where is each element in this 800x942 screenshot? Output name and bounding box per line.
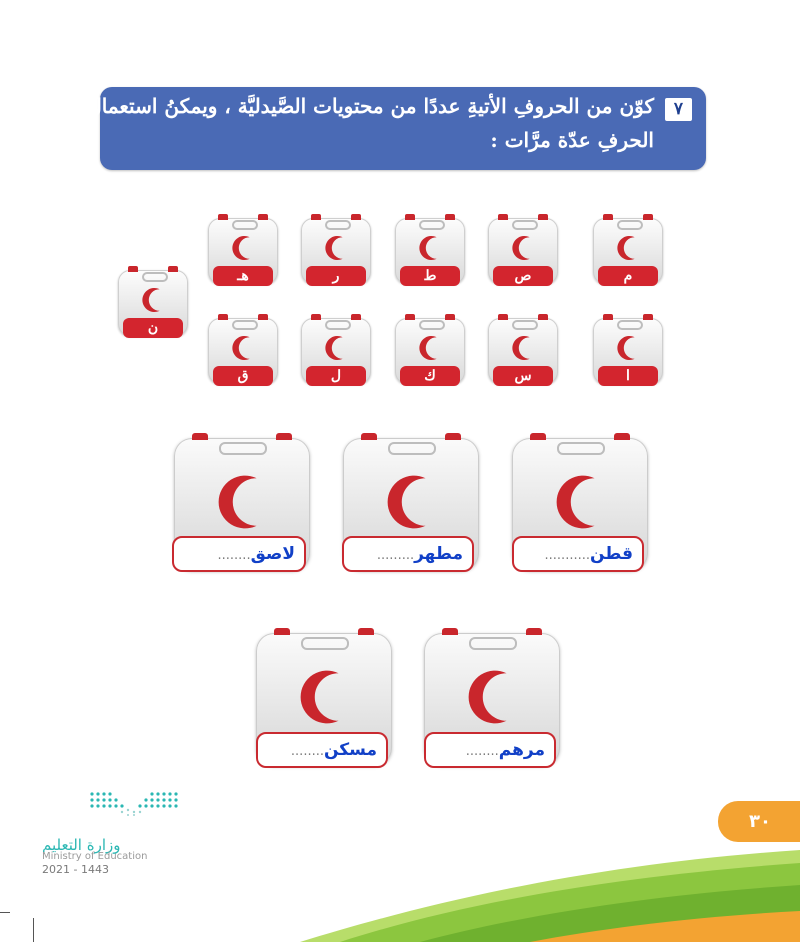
page-number-badge [718,801,800,842]
letter-label: ص [493,266,553,286]
instruction-line-1: كوّن من الحروفِ الأتيةِ عددًا من محتويات الصَّيدليَّة ، ويمكنُ استعمالُ [87,94,654,118]
letter-kit [395,214,465,288]
instruction-line-2: الحرفِ عدّة مرَّات : [490,128,654,152]
question-number: ٧ [665,98,692,121]
crescent-icon [613,333,643,363]
ministry-name-arabic: وزارة التعليم [42,836,121,854]
letter-kit [488,314,558,388]
answer-box[interactable] [512,536,644,572]
letter-kit [593,214,663,288]
answer-box[interactable] [424,732,556,768]
crescent-icon [228,333,258,363]
letter-label: ن [123,318,183,338]
crescent-icon [613,233,643,263]
answer-box[interactable] [256,732,388,768]
letter-label: س [493,366,553,386]
letter-label: ك [400,366,460,386]
letter-kit [395,314,465,388]
ministry-name-english: Ministry of Education [42,851,148,862]
crescent-icon [321,333,351,363]
letter-label: ا [598,366,658,386]
answer-word: مرهم [498,740,545,760]
letter-kit [301,214,371,288]
crescent-icon [138,285,168,315]
answer-dots: ......... [376,548,415,563]
answer-dots: ........... [544,548,590,563]
answer-word: قطن [590,544,633,564]
answer-dots: ........ [465,744,499,759]
letter-kit [208,214,278,288]
ministry-logo-icon [86,790,182,818]
answer-dots: ........ [217,548,251,563]
crescent-icon [228,233,258,263]
letter-label: ط [400,266,460,286]
crescent-icon [415,233,445,263]
answer-box[interactable] [342,536,474,572]
crescent-icon [291,664,357,730]
answer-word: مطهر [414,544,463,564]
crescent-icon [459,664,525,730]
crescent-icon [378,469,444,535]
letter-kit [208,314,278,388]
letter-kit [301,314,371,388]
letter-label: هـ [213,266,273,286]
edition-year: 2021 - 1443 [42,863,109,876]
crescent-icon [209,469,275,535]
answer-box[interactable] [172,536,306,572]
crescent-icon [508,233,538,263]
crescent-icon [321,233,351,263]
crescent-icon [508,333,538,363]
answer-word: مسكن [323,740,377,760]
letter-label: ق [213,366,273,386]
crop-mark [33,918,34,942]
crescent-icon [547,469,613,535]
answer-word: لاصق [250,544,295,564]
letter-label: ر [306,266,366,286]
letter-kit [593,314,663,388]
instruction-banner [87,87,706,170]
decorative-wave [300,845,800,942]
letter-label: م [598,266,658,286]
crescent-icon [415,333,445,363]
letter-kit [118,266,188,340]
answer-dots: ........ [290,744,324,759]
page-number: ٣٠ [749,811,771,832]
letter-kit [488,214,558,288]
letter-label: ل [306,366,366,386]
crop-mark [0,912,10,913]
